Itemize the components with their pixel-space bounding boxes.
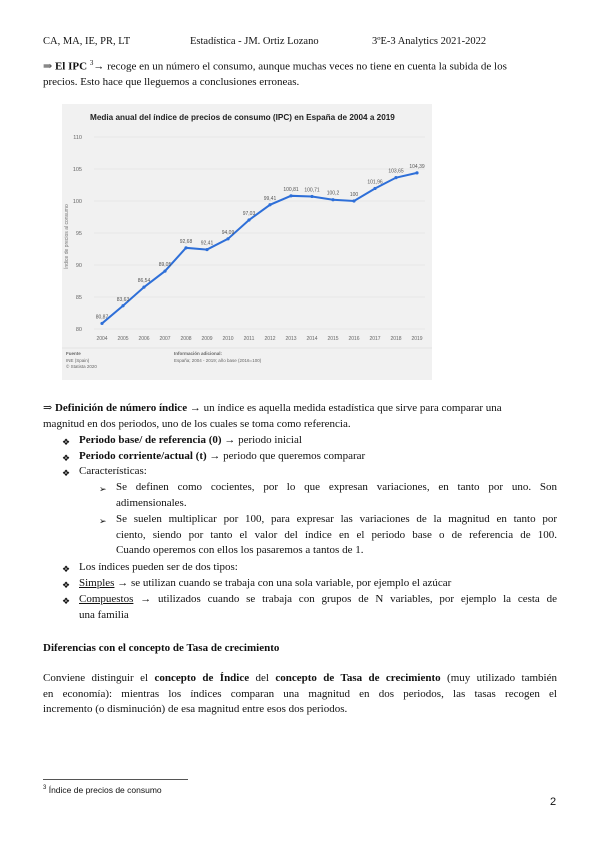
source-line-2: © Statista 2020 — [66, 364, 97, 369]
section-paragraph — [43, 671, 557, 718]
section-term-indice: concepto de Índice — [154, 672, 250, 684]
data-label: 100 — [349, 192, 359, 198]
data-point — [289, 194, 292, 197]
x-tick-label: 2007 — [159, 336, 171, 342]
data-label: 92,41 — [200, 240, 214, 247]
y-tick-label: 80 — [75, 327, 82, 333]
bullet-compuestos-desc: → utilizados cuando se trabaja con grupos de N variables, por ejemplo la cesta de — [133, 593, 557, 605]
bullet-simples — [79, 576, 451, 592]
data-label: 103,65 — [388, 168, 404, 175]
x-tick-label: 2009 — [201, 336, 213, 342]
sub-bullet-cien-line2: ciento, siendo por tanto el valor del índice en el periodo base o de referencia de 100. — [116, 528, 557, 541]
data-point — [226, 237, 229, 240]
y-tick-label: 90 — [75, 263, 82, 269]
data-point — [268, 203, 271, 206]
y-axis-label: Índice de precios al consumo — [64, 204, 70, 269]
page-number: 2 — [550, 796, 557, 808]
y-tick-label: 105 — [72, 167, 82, 173]
triangle-bullet-icon: ➢ — [99, 484, 107, 494]
footnote-divider — [43, 779, 188, 780]
data-label: 97,03 — [242, 211, 256, 218]
ipc-title: El IPC — [54, 60, 88, 73]
y-tick-label: 100 — [72, 199, 82, 205]
bullet-compuestos-desc-line2: una familia — [79, 608, 129, 621]
footnote-text: Índice de precios de consumo — [46, 785, 162, 795]
data-point — [415, 171, 418, 174]
x-tick-label: 2017 — [369, 336, 381, 342]
diamond-bullet-icon: ❖ — [62, 580, 71, 590]
x-tick-label: 2010 — [222, 336, 234, 342]
data-point — [310, 195, 313, 198]
data-label: 83,63 — [116, 296, 130, 303]
bullet-compuestos-term: Compuestos — [79, 593, 134, 605]
data-point — [142, 286, 145, 289]
section-text: del — [249, 672, 276, 684]
info-heading: Información adicional: — [174, 351, 223, 356]
diamond-bullet-icon: ❖ — [62, 437, 71, 447]
data-label: 89,05 — [158, 262, 172, 269]
data-point — [331, 198, 334, 201]
footnote — [43, 785, 162, 795]
x-tick-label: 2014 — [306, 336, 318, 342]
definicion-paragraph — [43, 401, 557, 432]
x-tick-label: 2005 — [117, 336, 129, 342]
data-point — [394, 176, 397, 179]
x-tick-label: 2006 — [138, 336, 150, 342]
x-tick-label: 2013 — [285, 336, 297, 342]
data-label: 94,09 — [221, 229, 235, 236]
header-left: CA, MA, IE, PR, LT — [43, 36, 131, 47]
bullet-caracteristicas: Características: — [79, 465, 147, 477]
bullet-periodo-corriente — [79, 449, 365, 465]
data-point — [247, 218, 250, 221]
data-point — [121, 304, 124, 307]
definicion-text-line2: magnitud en dos periodos, uno de los cuales se toma como referencia. — [43, 417, 351, 430]
data-label: 100,2 — [326, 190, 340, 197]
data-point — [205, 248, 208, 251]
footnote-number: 3 — [43, 785, 47, 792]
definicion-title: Definición de número índice — [54, 402, 188, 414]
chart-title: Media anual del índice de precios de consumo (IPC) en España de 2004 a 2019 — [90, 113, 395, 122]
data-label: 104,39 — [409, 163, 425, 170]
data-point — [373, 187, 376, 190]
diamond-bullet-icon: ❖ — [62, 468, 71, 478]
sub-bullet-cien-line1: Se suelen multiplicar por 100, para expresar las variaciones de la magnitud en tanto por — [116, 513, 557, 525]
diamond-bullet-icon: ❖ — [62, 453, 71, 463]
diamond-bullet-icon: ❖ — [62, 596, 71, 606]
bullet-periodo-corriente-term: Periodo corriente/actual (t) — [79, 450, 207, 462]
data-point — [352, 199, 355, 202]
ipc-line-chart — [62, 104, 432, 380]
ipc-text-line2: precios. Esto hace que lleguemos a conclusiones erroneas. — [43, 76, 300, 89]
bullet-simples-term: Simples — [79, 577, 115, 589]
y-tick-label: 110 — [73, 135, 82, 141]
bullet-periodo-corriente-desc: → periodo que queremos comparar — [206, 450, 366, 462]
data-point — [184, 246, 187, 249]
x-tick-label: 2015 — [327, 336, 339, 342]
ipc-text-line1: → recoge en un número el consumo, aunque muchas veces no tiene en cuenta la subida de los — [93, 60, 507, 73]
data-point — [163, 269, 166, 272]
arrow-icon: ⇒ — [43, 402, 53, 414]
section-heading: Diferencias con el concepto de Tasa de crecimiento — [43, 642, 280, 654]
section-text: (muy utilizado también — [440, 672, 557, 684]
bullet-tipos: Los índices pueden ser de dos tipos: — [79, 561, 238, 573]
x-tick-label: 2019 — [411, 336, 423, 342]
diamond-bullet-icon: ❖ — [62, 564, 71, 574]
footnote-ref[interactable]: 3 — [89, 59, 94, 67]
x-tick-label: 2011 — [243, 336, 255, 342]
ipc-paragraph — [43, 56, 557, 91]
data-point — [100, 322, 103, 325]
section-text: Conviene distinguir el — [43, 672, 155, 684]
bullet-periodo-base-term: Periodo base/ de referencia (0) — [79, 434, 222, 446]
data-label: 80,87 — [95, 314, 109, 321]
sub-bullet-cocientes-line2: adimensionales. — [116, 496, 187, 509]
data-label: 100,71 — [304, 187, 320, 194]
header-right: 3ºE-3 Analytics 2021-2022 — [372, 36, 487, 47]
bullet-simples-desc: → se utilizan cuando se trabaja con una sola variable, por ejemplo el azúcar — [114, 577, 452, 589]
data-label: 100,81 — [283, 186, 299, 193]
x-tick-label: 2012 — [264, 336, 276, 342]
definicion-text-line1: → un índice es aquella medida estadística que sirve para comparar una — [189, 402, 502, 414]
info-text: España; 2004 - 2019; año base (2016=100) — [174, 358, 262, 363]
header-center: Estadística - JM. Ortiz Lozano — [190, 36, 319, 47]
data-label: 86,54 — [137, 278, 151, 285]
data-label: 101,96 — [367, 179, 383, 186]
y-tick-label: 85 — [75, 295, 82, 301]
sub-bullet-cien — [116, 512, 557, 559]
bullet-periodo-base — [79, 433, 302, 449]
x-tick-label: 2016 — [348, 336, 360, 342]
sub-bullet-cocientes — [116, 480, 557, 511]
bullet-periodo-base-desc: → periodo inicial — [221, 434, 302, 446]
source-line-1: INE (Spain) — [66, 358, 90, 363]
sub-bullet-cien-line3: Cuando operemos con ellos los pasaremos a tantos de 1. — [116, 544, 364, 557]
arrow-icon: ⇒ — [43, 60, 53, 73]
sub-bullet-cocientes-line1: Se definen como cocientes, por lo que expresan variaciones, en tanto por uno. Son — [116, 481, 557, 493]
ipc-chart-image — [62, 104, 432, 380]
section-line2: en economía): mientras los índices comparan una magnitud en dos periodos, las tasas recogen el — [43, 687, 557, 700]
bullet-compuestos — [79, 592, 557, 623]
data-label: 92,68 — [179, 238, 193, 245]
x-tick-label: 2008 — [180, 336, 192, 342]
data-label: 99,41 — [263, 195, 277, 202]
triangle-bullet-icon: ➢ — [99, 516, 107, 526]
section-term-tasa: concepto de Tasa de crecimiento — [275, 672, 441, 684]
x-tick-label: 2004 — [96, 336, 108, 342]
source-heading: Fuente — [66, 351, 81, 356]
y-tick-label: 95 — [75, 231, 82, 237]
section-line3: incremento (o disminución) de esa magnitud entre esos dos periodos. — [43, 703, 348, 716]
x-tick-label: 2018 — [390, 336, 402, 342]
